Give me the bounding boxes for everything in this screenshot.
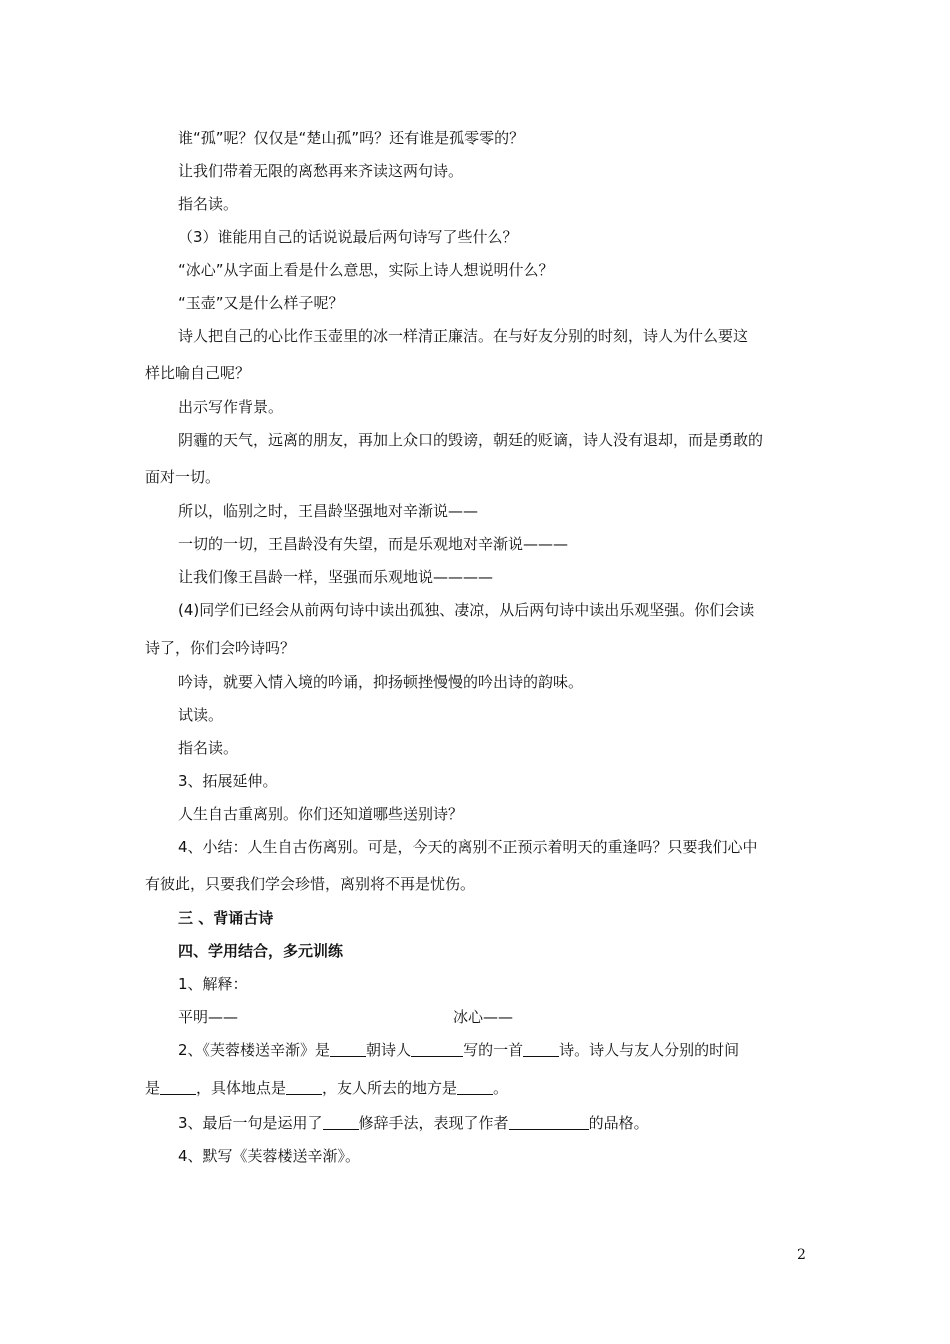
- text-line: 3、拓展延伸。: [178, 772, 278, 790]
- blank: [411, 1042, 463, 1057]
- question-2-line-2: 是 ，具体地点是 ，友人所去的地方是 。: [145, 1079, 509, 1097]
- blank: [523, 1042, 559, 1057]
- text-line: “冰心”从字面上看是什么意思，实际上诗人想说明什么？: [178, 261, 554, 279]
- text-line: “玉壶”又是什么样子呢？: [178, 294, 344, 312]
- question-3: 3、最后一句是运用了 修辞手法，表现了作者 的品格。: [178, 1114, 649, 1132]
- text-line: 一切的一切，王昌龄没有失望，而是乐观地对辛渐说———: [178, 535, 569, 553]
- page-number: 2: [797, 1247, 806, 1263]
- text-line: 谁“孤”呢？仅仅是“楚山孤”吗？还有谁是孤零零的？: [178, 129, 525, 147]
- text-line: 诗人把自己的心比作玉壶里的冰一样清正廉洁。在与好友分别的时刻，诗人为什么要这: [178, 327, 749, 345]
- text-line: 4、小结：人生自古伤离别。可是，今天的离别不正预示着明天的重逢吗？只要我们心中: [178, 838, 758, 856]
- explain-left: 平明——: [178, 1008, 239, 1026]
- blank: [509, 1115, 589, 1130]
- text-line: 诗了，你们会吟诗吗？: [145, 639, 296, 657]
- text-line: 样比喻自己呢？: [145, 364, 251, 382]
- blank: [330, 1042, 366, 1057]
- blank: [160, 1080, 196, 1095]
- text-line: 指名读。: [178, 739, 239, 757]
- text-line: 让我们像王昌龄一样，坚强而乐观地说————: [178, 568, 494, 586]
- text-line: 阴霾的天气，远离的朋友，再加上众口的毁谤，朝廷的贬谪，诗人没有退却，而是勇敢的: [178, 431, 764, 449]
- text-line: (4)同学们已经会从前两句诗中读出孤独、凄凉，从后两句诗中读出乐观坚强。你们会读: [178, 601, 755, 619]
- section-heading: 四、学用结合，多元训练: [178, 942, 344, 960]
- blank: [323, 1115, 359, 1130]
- text-line: 有彼此，只要我们学会珍惜，离别将不再是忧伤。: [145, 875, 476, 893]
- text-line: 面对一切。: [145, 468, 221, 486]
- text-line: 吟诗，就要入情入境的吟诵，抑扬顿挫慢慢的吟出诗的韵味。: [178, 673, 584, 691]
- text-line: 1、解释：: [178, 975, 248, 993]
- blank: [457, 1080, 493, 1095]
- text-line: 出示写作背景。: [178, 398, 284, 416]
- question-4: 4、默写《芙蓉楼送辛渐》。: [178, 1147, 361, 1165]
- blank: [286, 1080, 322, 1095]
- text-line: 所以，临别之时，王昌龄坚强地对辛渐说——: [178, 502, 479, 520]
- text-line: 指名读。: [178, 195, 239, 213]
- text-line: 人生自古重离别。你们还知道哪些送别诗？: [178, 805, 464, 823]
- text-line: （3）谁能用自己的话说说最后两句诗写了些什么？: [178, 228, 518, 246]
- section-heading: 三 、背诵古诗: [178, 909, 274, 927]
- text-line: 让我们带着无限的离愁再来齐读这两句诗。: [178, 162, 464, 180]
- text-line: 试读。: [178, 706, 224, 724]
- explain-right: 冰心——: [453, 1008, 514, 1026]
- question-2-line-1: 2、《芙蓉楼送辛渐》是 朝诗人 写的一首 诗。诗人与友人分别的时间: [178, 1041, 740, 1059]
